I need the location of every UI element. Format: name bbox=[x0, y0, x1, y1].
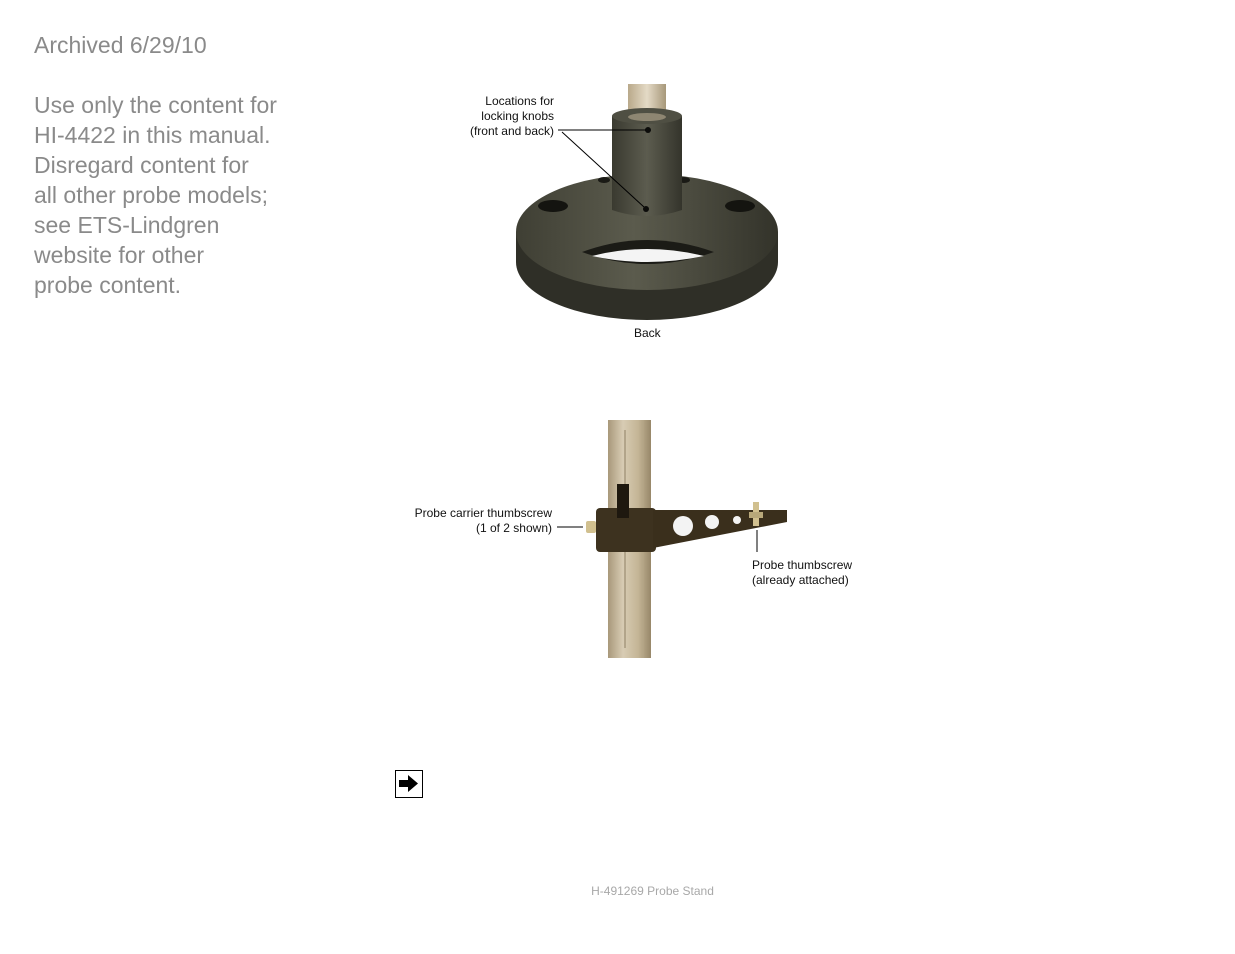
back-caption: Back bbox=[634, 326, 661, 340]
locking-knobs-callout bbox=[458, 94, 554, 139]
callout-line: (already attached) bbox=[752, 573, 849, 587]
callout-line: (front and back) bbox=[469, 124, 554, 138]
callout-line: (1 of 2 shown) bbox=[475, 521, 552, 535]
page-footer: H-491269 Probe Stand bbox=[591, 884, 714, 898]
carrier-thumbscrew-callout bbox=[392, 506, 552, 536]
archive-notice-line: probe content. bbox=[34, 272, 182, 298]
archive-notice bbox=[34, 30, 334, 300]
callout-line: locking knobs bbox=[481, 109, 554, 123]
callout-line: Probe thumbscrew bbox=[752, 558, 853, 572]
arrow-right-icon bbox=[395, 770, 423, 798]
callout-line: Probe carrier thumbscrew bbox=[414, 506, 552, 520]
probe-carrier-photo bbox=[555, 418, 855, 663]
archive-notice-line: website for other bbox=[34, 242, 205, 268]
probe-thumbscrew-callout bbox=[752, 558, 852, 588]
archive-notice-line: Disregard content for bbox=[34, 152, 249, 178]
archive-notice-line: Use only the content for bbox=[34, 92, 277, 118]
archive-notice-line: all other probe models; bbox=[34, 182, 268, 208]
archive-notice-line: see ETS-Lindgren bbox=[34, 212, 220, 238]
callout-line: Locations for bbox=[485, 94, 554, 108]
archive-date: Archived 6/29/10 bbox=[34, 32, 207, 58]
archive-notice-line: HI-4422 in this manual. bbox=[34, 122, 271, 148]
